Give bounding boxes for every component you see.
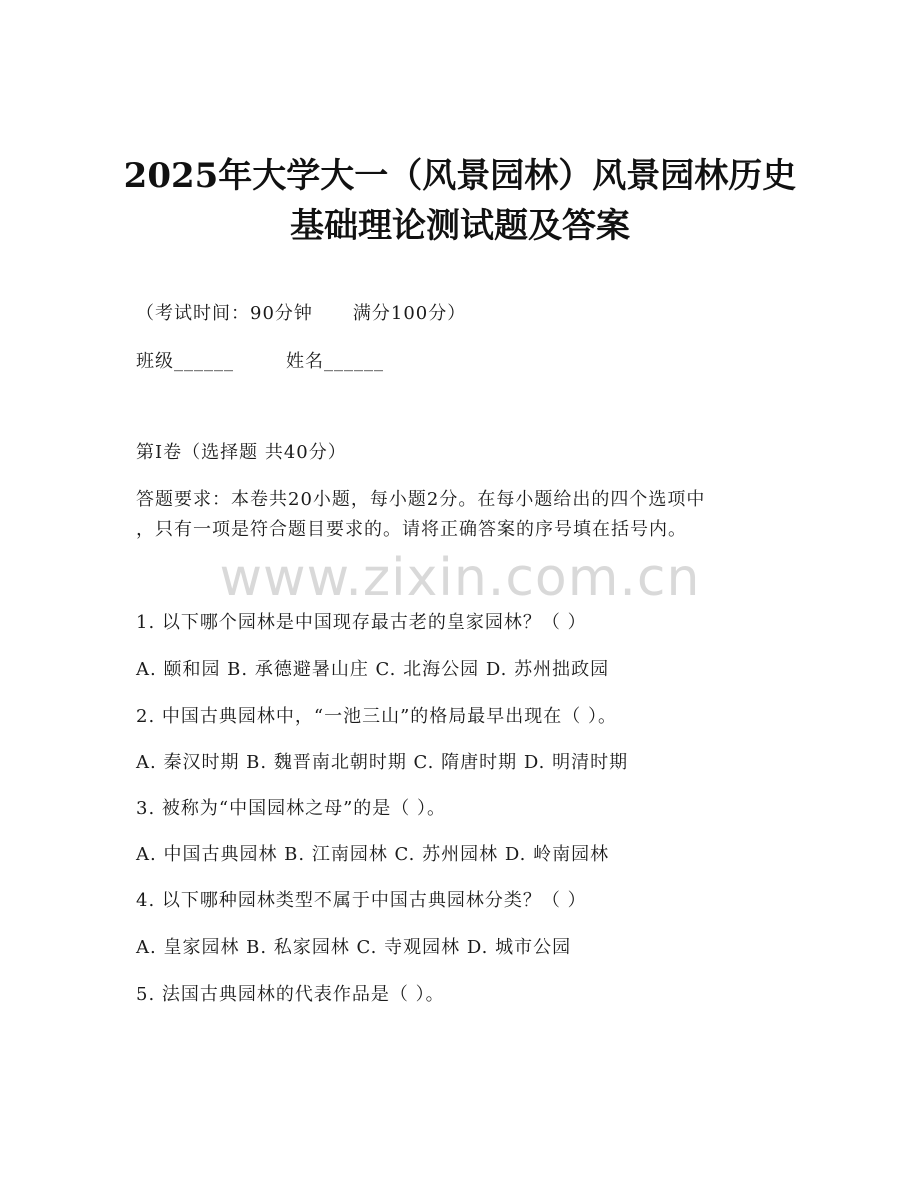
question-2-stem: 2. 中国古典园林中，“一池三山”的格局最早出现在（ ）。 [136, 706, 618, 727]
exam-info-row [136, 302, 796, 326]
question-4-options: A. 皇家园林 B. 私家园林 C. 寺观园林 D. 城市公园 [136, 937, 572, 958]
question-1-options: A. 颐和园 B. 承德避暑山庄 C. 北海公园 D. 苏州拙政园 [136, 659, 610, 680]
section-title: 第I卷（选择题 共40分） [136, 442, 347, 463]
full-score: 满分100分） [352, 303, 467, 324]
student-info-row [136, 350, 796, 374]
document-title-line-1: 2025年大学大一（风景园林）风景园林历史 [123, 156, 797, 196]
question-2-options: A. 秦汉时期 B. 魏晋南北朝时期 C. 隋唐时期 D. 明清时期 [136, 752, 629, 773]
question-3-stem: 3. 被称为“中国园林之母”的是（ ）。 [136, 798, 447, 819]
question-3-options: A. 中国古典园林 B. 江南园林 C. 苏州园林 D. 岭南园林 [136, 844, 610, 865]
instructions-line-2: ，只有一项是符合题目要求的。请将正确答案的序号填在括号内。 [136, 519, 687, 540]
question-4-stem: 4. 以下哪种园林类型不属于中国古典园林分类？（ ） [136, 890, 587, 911]
name-field: 姓名______ [286, 351, 384, 372]
document-title-line-2: 基础理论测试题及答案 [290, 206, 630, 246]
exam-time: （考试时间：90分钟 [136, 303, 313, 324]
class-field: 班级______ [136, 351, 234, 372]
question-1-stem: 1. 以下哪个园林是中国现存最古老的皇家园林？（ ） [136, 612, 587, 633]
watermark: www.zixin.com.cn [219, 548, 701, 608]
question-5-stem: 5. 法国古典园林的代表作品是（ ）。 [136, 984, 445, 1005]
instructions-line-1: 答题要求：本卷共20小题，每小题2分。在每小题给出的四个选项中 [136, 489, 706, 510]
